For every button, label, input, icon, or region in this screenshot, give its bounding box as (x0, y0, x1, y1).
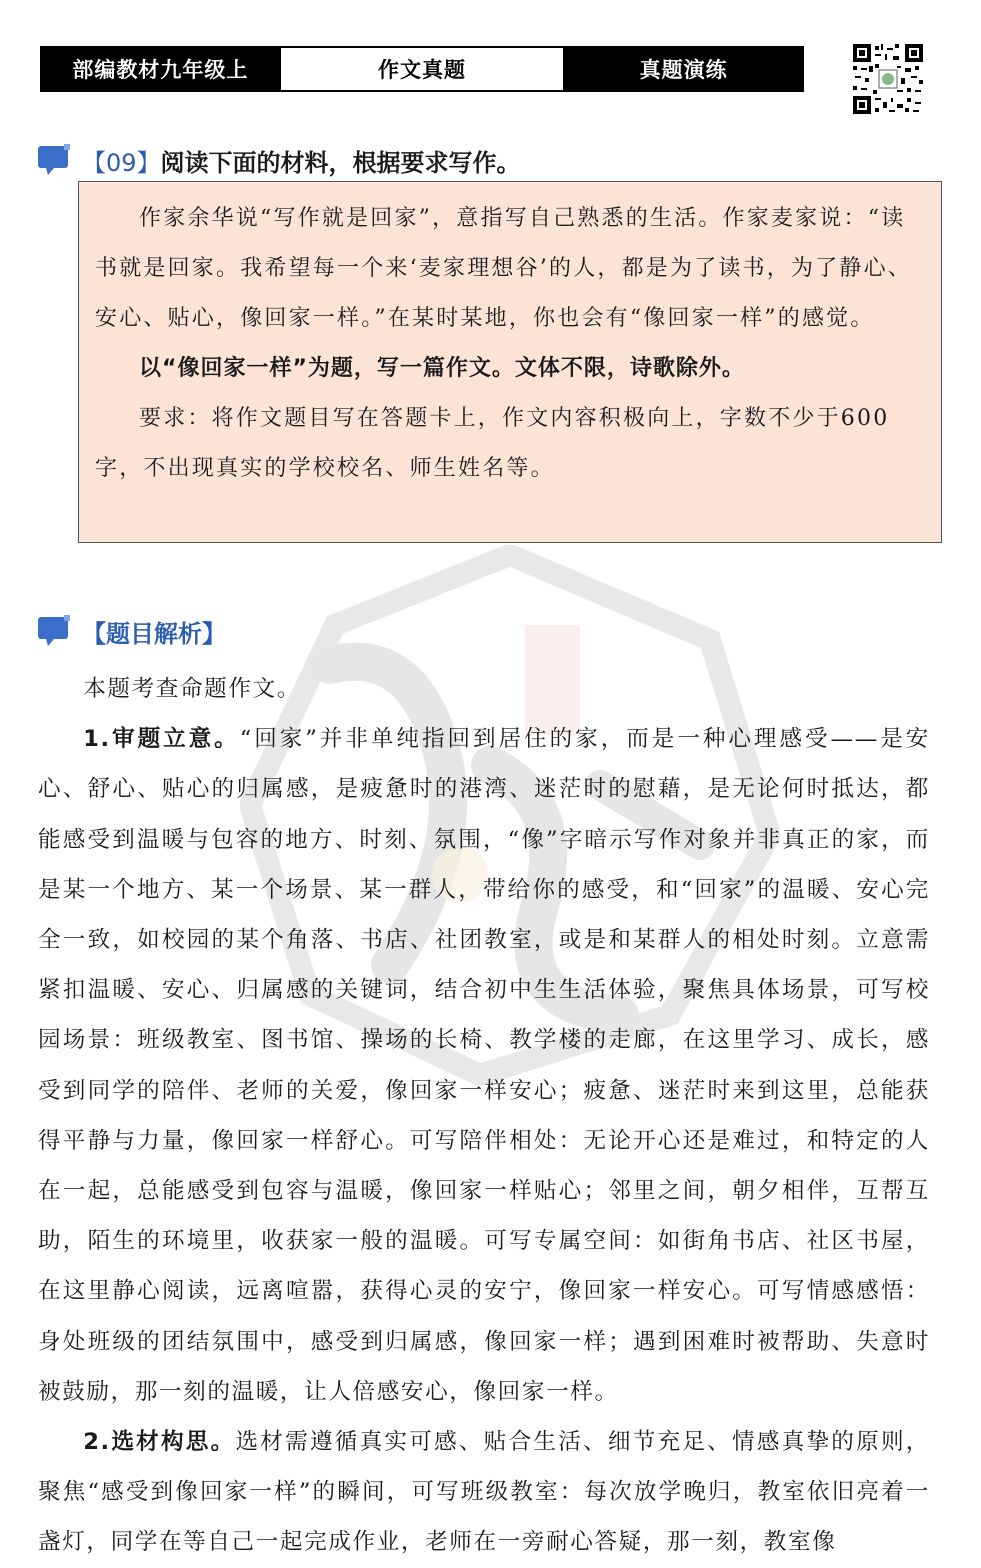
essay-requirements: 要求：将作文题目写在答题卡上，作文内容积极向上，字数不少于600字，不出现真实的学校校名、师生姓名等。 (95, 406, 890, 481)
section-2-body: 选材需遵循真实可感、贴合生活、细节充足、情感真挚的原则，聚焦“感受到像回家一样”的瞬间，可写班级教室：每次放学晚归，教室依旧亮着一盏灯，同学在等自己一起完成作业，老师在一旁耐心答疑，那一刻，教室像 (38, 1429, 930, 1556)
material-paragraph: 作家余华说“写作就是回家”，意指写自己熟悉的生活。作家麦家说：“读书就是回家。我希望每一个来‘麦家理想谷’的人，都是为了读书，为了静心、安心、贴心，像回家一样。”在某时某地，你也会有“像回家一样”的感觉。 (95, 206, 912, 331)
header-section-label: 真题演练 (565, 48, 802, 90)
section-1-lead: 1.审题立意。 (83, 726, 240, 753)
header-category-label: 作文真题 (279, 48, 566, 90)
section-1-body: “回家”并非单纯指回到居住的家，而是一种心理感受——是安心、舒心、贴心的归属感，是疲惫时的港湾、迷茫时的慰藉，是无论何时抵达，都能感受到温暖与包容的地方、时刻、氛围，“像”字暗示写作对象并非真正的家，而是某一个地方、某一个场景、某一群人，带给你的感受，和“回家”的温暖、安心完全一致，如校园的某个角落、书店、社团教室，或是和某群人的相处时刻。立意需紧扣温暖、安心、归属感的关键词，结合初中生生活体验，聚焦具体场景，可写校园场景：班级教室、图书馆、操场的长椅、教学楼的走廊，在这里学习、成长，感受到同学的陪伴、老师的关爱，像回家一样安心；疲惫、迷茫时来到这里，总能获得平静与力量，像回家一样舒心。可写陪伴相处：无论开心还是难过，和特定的人在一起，总能感受到包容与温暖，像回家一样贴心；邻里之间，朝夕相伴，互帮互助，陌生的环境里，收获家一般的温暖。可写专属空间：如街角书店、社区书屋，在这里静心阅读，远离喧嚣，获得心灵的安宁，像回家一样安心。可写情感感悟：身处班级的团结氛围中，感受到归属感，像回家一样；遇到困难时被帮助、失意时被鼓励，那一刻的温暖，让人倍感安心，像回家一样。 (38, 726, 930, 1405)
qr-code-icon (853, 44, 923, 114)
question-heading (38, 143, 521, 178)
essay-title-instruction: 以“像回家一样”为题，写一篇作文。文体不限，诗歌除外。 (139, 356, 745, 381)
analysis-title: 【题目解析】 (82, 620, 226, 648)
analysis-intro: 本题考查命题作文。 (83, 676, 301, 702)
section-2-lead: 2.选材构思。 (83, 1429, 236, 1456)
analysis-section-2 (38, 1417, 930, 1568)
analysis-section-1 (38, 714, 930, 1417)
header-bar (40, 46, 804, 92)
comment-icon (38, 615, 78, 649)
question-prompt: 阅读下面的材料，根据要求写作。 (160, 149, 521, 177)
analysis-heading (38, 614, 226, 649)
comment-icon (38, 144, 78, 178)
question-number: 【09】 (82, 149, 161, 177)
analysis-body (38, 664, 930, 1568)
material-box (78, 181, 942, 543)
header-grade-label: 部编教材九年级上 (42, 48, 279, 90)
